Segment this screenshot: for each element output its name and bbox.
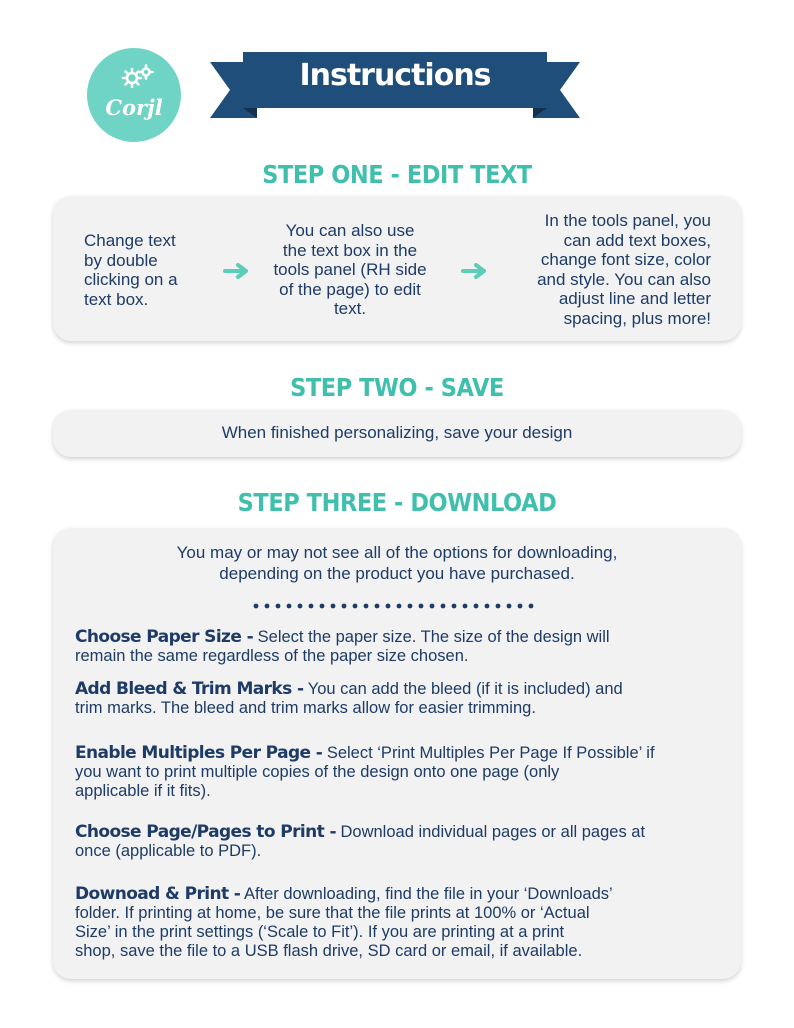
text-line: shop, save the file to a USB flash drive, SD card or email, if available. [75,942,583,960]
step-two-panel [53,410,741,457]
text-line: by double [84,250,158,270]
text-line [75,823,725,842]
text-line: Change text [84,231,176,250]
text-line [75,680,725,699]
option-title: Enable Multiples Per Page - [75,743,323,763]
step-two-heading: STEP TWO - SAVE [290,373,504,402]
option-text: Select the paper size. The size of the design will [257,628,610,646]
download-intro [53,542,741,584]
text-line: clicking on a [84,270,178,289]
text-line: You may or may not see all of the options for downloading, [176,543,618,562]
step-one-heading: STEP ONE - EDIT TEXT [262,160,532,189]
arrow-right-icon [461,262,491,280]
text-line: depending on the product you have purchased. [219,564,575,583]
text-line: Size’ in the print settings (‘Scale to Fit’). If you are printing at a print [75,923,565,941]
option-bleed-trim [75,680,725,718]
text-line: spacing, plus more! [563,308,711,328]
text-line: In the tools panel, you [544,211,711,230]
text-line: tools panel (RH side [273,260,427,279]
text-line: adjust line and letter [558,289,711,308]
text-line: applicable if it fits). [75,782,211,800]
option-title: Downoad & Print - [75,884,241,904]
option-multiples [75,744,725,801]
text-line [75,628,725,647]
option-download-print [75,885,725,961]
page-title: Instructions [299,58,491,93]
step-three-heading: STEP THREE - DOWNLOAD [237,488,557,517]
option-title: Choose Page/Pages to Print - [75,822,336,842]
step-three-panel [53,528,741,979]
text-line: folder. If printing at home, be sure that the file prints at 100% or ‘Actual [75,904,590,922]
gear-icon [121,64,155,88]
text-line: can add text boxes, [563,230,711,250]
text-line: once (applicable to PDF). [75,842,262,860]
text-line: change font size, color [540,250,711,269]
option-title: Choose Paper Size - [75,627,254,647]
option-text: Select ‘Print Multiples Per Page If Possible’ if [326,744,655,762]
text-line: You can also use [285,221,415,240]
arrow-right-icon [223,262,253,280]
step-one-panel [53,196,741,341]
step-one-col1 [84,231,214,309]
text-line: trim marks. The bleed and trim marks allow for easier trimming. [75,699,536,717]
option-text: Download individual pages or all pages at [340,823,646,841]
logo-text: Corjl [105,95,163,120]
text-line: you want to print multiple copies of the design onto one page (only [75,763,560,781]
text-line: the text box in the [282,240,418,260]
text-line: text. [333,299,367,318]
step-one-col2 [257,221,443,319]
text-line [75,744,725,763]
corjl-logo [87,48,181,142]
option-pages-to-print [75,823,725,861]
text-line: text box. [84,289,149,309]
option-text: After downloading, find the file in your ‘Downloads’ [243,885,613,903]
step-one-col3 [493,211,711,328]
text-line [75,885,725,904]
dotted-divider [252,602,542,610]
text-line: and style. You can also [537,269,711,289]
option-paper-size [75,628,725,666]
text-line: remain the same regardless of the paper size chosen. [75,647,469,665]
option-title: Add Bleed & Trim Marks - [75,679,304,699]
save-text: When finished personalizing, save your design [221,423,573,442]
option-text: You can add the bleed (if it is included) and [307,680,623,698]
text-line: of the page) to edit [279,279,421,299]
